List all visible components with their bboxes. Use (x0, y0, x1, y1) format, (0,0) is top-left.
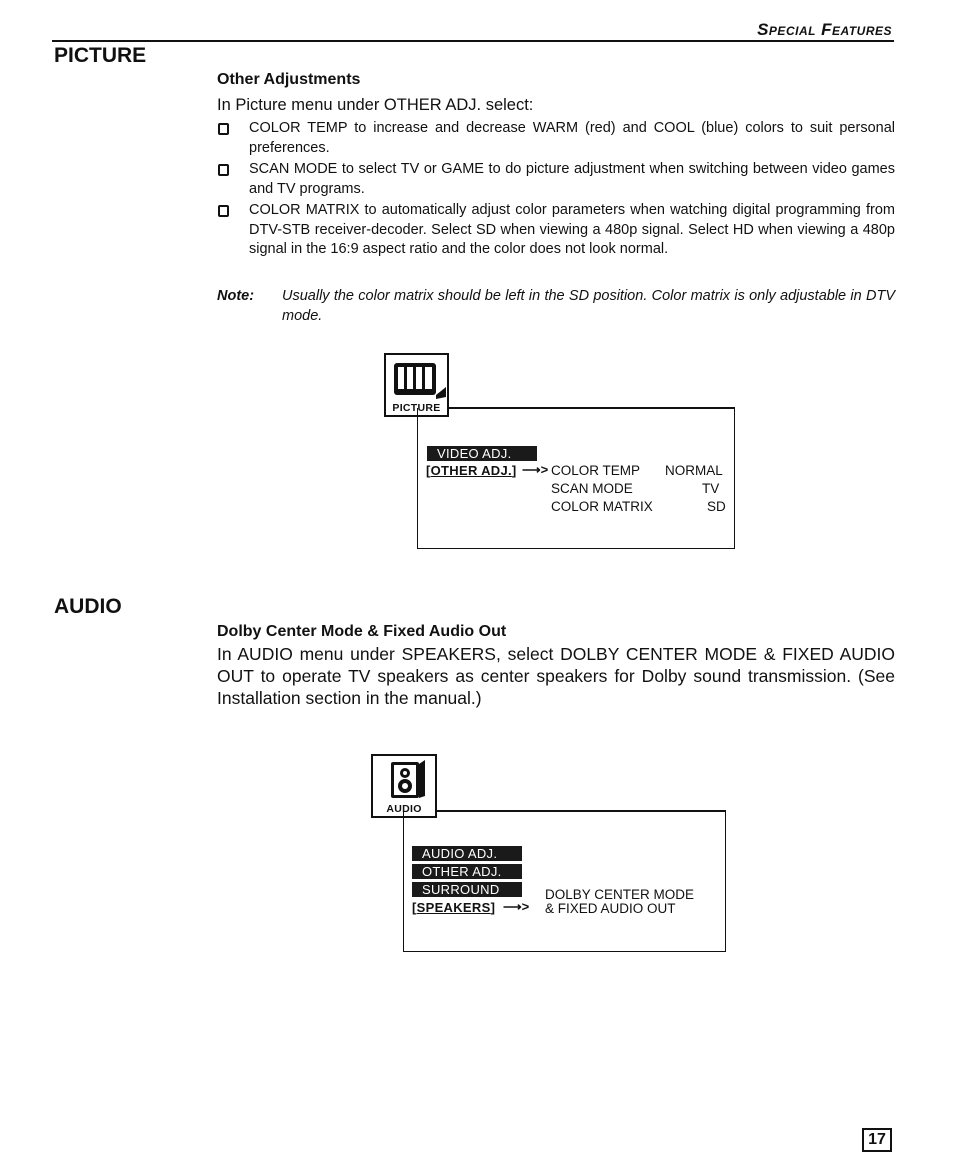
bullet-text: COLOR TEMP to increase and decrease WARM (red) and COOL (blue) colors to suit personal preferences. (249, 120, 895, 156)
running-header: Special Features (757, 20, 892, 39)
audio-paragraph: In AUDIO menu under SPEAKERS, select DOLBY CENTER MODE & FIXED AUDIO OUT to operate TV speakers as center speakers for Dolby sound transmission. (See Installation section in the manual.) (217, 644, 895, 708)
page-number: 17 (862, 1128, 892, 1152)
selected-item-label: SPEAKERS (416, 900, 491, 915)
dolby-heading: Dolby Center Mode & Fixed Audio Out (217, 623, 507, 640)
audio-section-title: AUDIO (54, 595, 122, 618)
menu-item-audio-adj[interactable]: AUDIO ADJ. (412, 846, 522, 861)
option-color-matrix[interactable]: COLOR MATRIX (551, 499, 653, 514)
menu-item-surround[interactable]: SURROUND (412, 882, 522, 897)
option-dolby-center-mode[interactable]: DOLBY CENTER MODE (545, 887, 695, 902)
bullet-color-matrix (217, 201, 895, 260)
pointer-arrow-icon: ⟶> (503, 899, 530, 914)
bullet-color-temp (217, 119, 895, 158)
pointer-arrow-icon: ⟶> (522, 462, 549, 477)
audio-icon-label: AUDIO (386, 803, 422, 815)
bullet-text: COLOR MATRIX to automatically adjust color parameters when watching digital programming from DTV-STB receiver-decoder. Select SD when viewing a 480p signal. Select HD when viewing a 480p signal in the 16:9 aspect ratio and the color does not look normal. (249, 202, 895, 257)
header-rule (52, 40, 894, 42)
option-color-matrix-value: SD (707, 499, 726, 514)
tv-icon (388, 357, 449, 401)
selected-item-label: OTHER ADJ. (430, 463, 512, 478)
picture-note (217, 287, 895, 326)
note-text: Usually the color matrix should be left in the SD position. Color matrix is only adjustable in DTV mode. (282, 288, 895, 324)
picture-bullet-list (217, 119, 895, 262)
menu-item-other-adj[interactable]: OTHER ADJ. (412, 864, 522, 879)
menu-item-video-adj[interactable]: VIDEO ADJ. (427, 446, 537, 461)
menu-item-speakers[interactable]: [SPEAKERS] (412, 900, 496, 915)
picture-icon-label: PICTURE (392, 402, 441, 414)
picture-section-title: PICTURE (54, 44, 147, 67)
other-adjustments-heading: Other Adjustments (217, 71, 361, 88)
option-color-temp[interactable]: COLOR TEMP (551, 463, 641, 478)
audio-menu-icon (371, 754, 437, 818)
menu-item-other-adj[interactable]: [OTHER ADJ.] (426, 463, 517, 478)
speaker-icon (375, 758, 437, 802)
option-color-temp-value: NORMAL (665, 463, 723, 478)
option-scan-mode[interactable]: SCAN MODE (551, 481, 633, 496)
option-scan-mode-value: TV (702, 481, 720, 496)
option-fixed-audio-out[interactable]: & FIXED AUDIO OUT (545, 901, 676, 916)
checkbox-bullet-icon (218, 123, 229, 135)
picture-menu-frame (417, 408, 735, 549)
bullet-scan-mode (217, 160, 895, 199)
picture-intro: In Picture menu under OTHER ADJ. select: (217, 96, 534, 114)
checkbox-bullet-icon (218, 205, 229, 217)
bullet-text: SCAN MODE to select TV or GAME to do picture adjustment when switching between video games and TV programs. (249, 161, 895, 197)
checkbox-bullet-icon (218, 164, 229, 176)
note-label: Note: (217, 288, 255, 304)
